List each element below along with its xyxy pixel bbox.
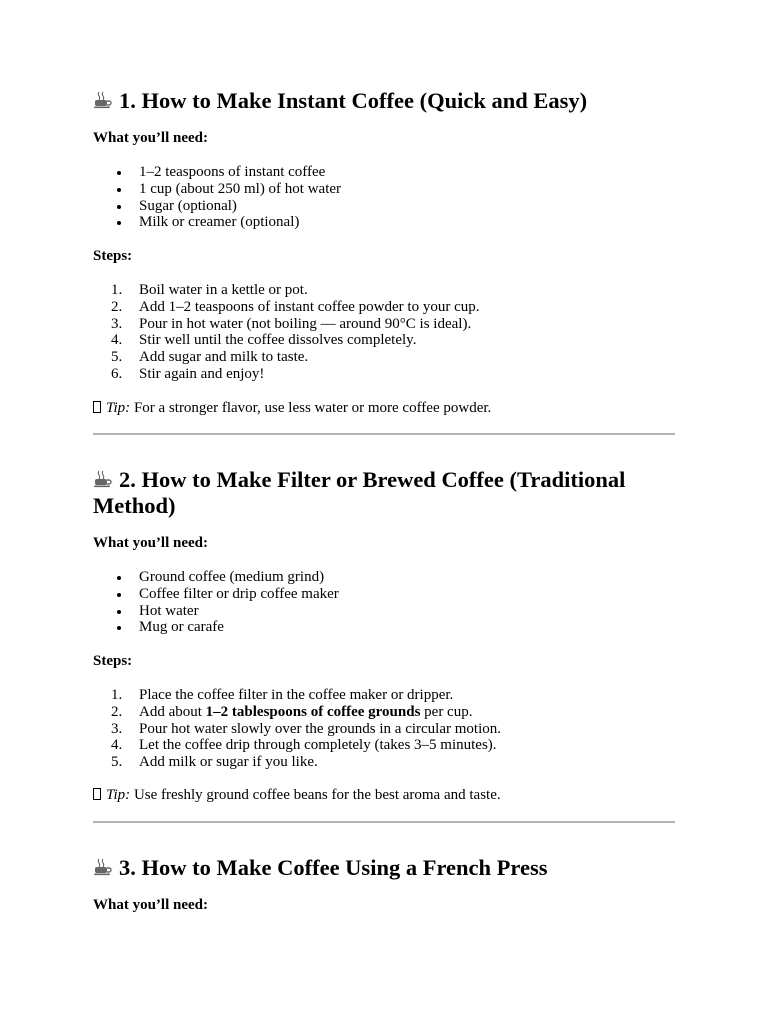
list-item <box>93 687 501 704</box>
section-3-title <box>93 855 675 881</box>
list-item <box>93 721 501 738</box>
section-1-title <box>93 88 675 114</box>
section-1-tip <box>93 400 491 417</box>
step-text: Stir again and enjoy! <box>139 365 265 382</box>
section-1-steps-list <box>93 282 479 383</box>
step-number: 4. <box>111 737 123 754</box>
list-item: Mug or carafe <box>93 619 339 636</box>
list-item <box>93 282 479 299</box>
section-divider <box>93 821 675 823</box>
tip-text: For a stronger flavor, use less water or more coffee powder. <box>133 400 492 416</box>
list-item <box>93 704 501 721</box>
tip-label: Tip: <box>106 787 131 803</box>
section-1-steps-label: Steps: <box>93 248 133 264</box>
step-number: 5. <box>111 754 123 771</box>
section-divider <box>93 433 675 435</box>
list-item: 1–2 teaspoons of instant coffee <box>93 164 341 181</box>
section-2-need-list <box>93 569 339 636</box>
list-item: Ground coffee (medium grind) <box>93 569 339 586</box>
section-2-title-line2: Method) <box>93 493 176 518</box>
section-2-steps-list <box>93 687 501 771</box>
list-item <box>93 316 479 333</box>
step-text: Pour in hot water (not boiling — around 90°C is ideal). <box>139 315 472 332</box>
step-text: Add sugar and milk to taste. <box>139 349 309 366</box>
step-text: Pour hot water slowly over the grounds in a circular motion. <box>139 720 502 737</box>
section-1-need-label: What you’ll need: <box>93 130 209 146</box>
step-number: 2. <box>111 703 123 720</box>
section-2-title <box>93 467 675 519</box>
missing-glyph-icon <box>93 788 101 800</box>
step-text: Add 1–2 teaspoons of instant coffee powder to your cup. <box>139 298 480 315</box>
section-2-title-line1: 2. How to Make Filter or Brewed Coffee (Traditional <box>119 467 626 492</box>
list-item <box>93 737 501 754</box>
list-item <box>93 754 501 771</box>
list-item <box>93 299 479 316</box>
section-1-need-list <box>93 164 341 231</box>
coffee-cup-icon <box>93 858 113 876</box>
step-number: 4. <box>111 332 123 349</box>
step-number: 6. <box>111 365 123 382</box>
list-item: Coffee filter or drip coffee maker <box>93 586 339 603</box>
step-number: 2. <box>111 298 123 315</box>
step-text: Stir well until the coffee dissolves completely. <box>139 332 417 349</box>
coffee-cup-icon <box>93 470 113 488</box>
tip-text: Use freshly ground coffee beans for the best aroma and taste. <box>133 787 501 803</box>
step-number: 3. <box>111 720 123 737</box>
section-1-title-text: 1. How to Make Instant Coffee (Quick and Easy) <box>119 88 588 113</box>
step-text: Place the coffee filter in the coffee maker or dripper. <box>139 687 454 703</box>
list-item <box>93 332 479 349</box>
step-text: Add about <box>139 703 206 720</box>
list-item: 1 cup (about 250 ml) of hot water <box>93 181 341 198</box>
section-2-tip <box>93 787 501 804</box>
step-text-tail: per cup. <box>420 703 473 720</box>
coffee-cup-icon <box>93 91 113 109</box>
list-item <box>93 366 479 383</box>
step-number: 1. <box>111 687 123 703</box>
missing-glyph-icon <box>93 401 101 413</box>
step-number: 3. <box>111 315 123 332</box>
step-number: 5. <box>111 349 123 366</box>
section-3-need-label: What you’ll need: <box>93 897 209 913</box>
list-item: Milk or creamer (optional) <box>93 214 341 231</box>
step-bold-text: 1–2 tablespoons of coffee grounds <box>205 703 421 720</box>
section-3-title-text: 3. How to Make Coffee Using a French Press <box>119 855 548 880</box>
step-number: 1. <box>111 282 123 298</box>
step-text: Add milk or sugar if you like. <box>139 754 318 771</box>
step-text: Boil water in a kettle or pot. <box>139 282 308 298</box>
tip-label: Tip: <box>106 400 131 416</box>
section-2-steps-label: Steps: <box>93 653 133 669</box>
list-item <box>93 349 479 366</box>
step-text: Let the coffee drip through completely (takes 3–5 minutes). <box>139 737 497 754</box>
list-item: Hot water <box>93 603 339 620</box>
list-item: Sugar (optional) <box>93 198 341 215</box>
section-2-need-label: What you’ll need: <box>93 535 209 551</box>
